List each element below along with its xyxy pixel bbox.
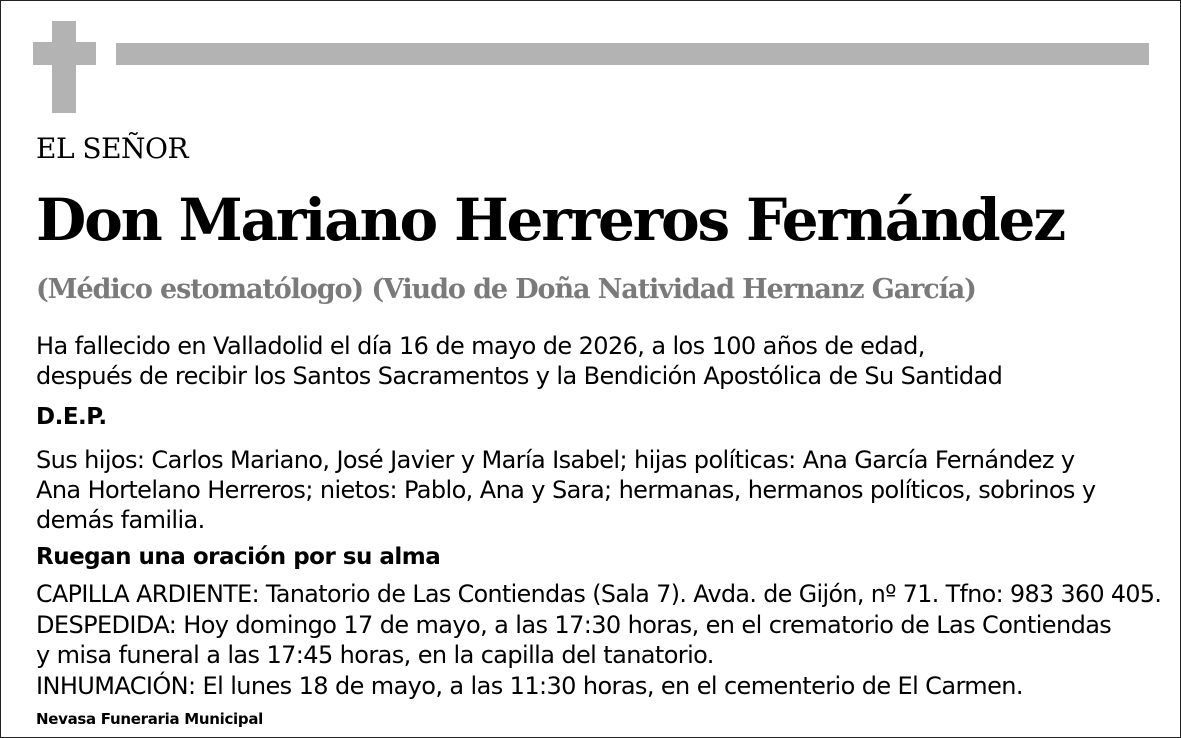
death-line: después de recibir los Santos Sacramentos y la Bendición Apostólica de Su Santidad [36, 362, 1003, 390]
cross-icon-horizontal [33, 42, 96, 65]
prayer-request: Ruegan una oración por su alma [36, 544, 441, 570]
honorific: EL SEÑOR [36, 132, 189, 165]
deceased-name: Don Mariano Herreros Fernández [36, 186, 1064, 254]
deceased-subtitle: (Médico estomatólogo) (Viudo de Doña Natividad Hernanz García) [36, 274, 976, 305]
service-line: INHUMACIÓN: El lunes 18 de mayo, a las 11:30 horas, en el cementerio de El Carmen. [36, 672, 1023, 700]
family-line: Ana Hortelano Herreros; nietos: Pablo, Ana y Sara; hermanas, hermanos políticos, sobrinos y [36, 476, 1096, 504]
family-line: Sus hijos: Carlos Mariano, José Javier y María Isabel; hijas políticas: Ana García Fernández y [36, 446, 1075, 474]
service-line: y misa funeral a las 17:45 horas, en la capilla del tanatorio. [36, 641, 714, 669]
header-rule [116, 43, 1149, 65]
dep-label: D.E.P. [36, 404, 107, 430]
service-line: CAPILLA ARDIENTE: Tanatorio de Las Contiendas (Sala 7). Avda. de Gijón, nº 71. Tfno: 983 360 405. [36, 580, 1162, 608]
family-line: demás familia. [36, 506, 205, 534]
cross-icon-vertical [52, 21, 76, 113]
funeral-home-credit: Nevasa Funeraria Municipal [36, 710, 263, 728]
service-line: DESPEDIDA: Hoy domingo 17 de mayo, a las 17:30 horas, en el crematorio de Las Contiendas [36, 611, 1112, 639]
death-line: Ha fallecido en Valladolid el día 16 de mayo de 2026, a los 100 años de edad, [36, 332, 925, 360]
